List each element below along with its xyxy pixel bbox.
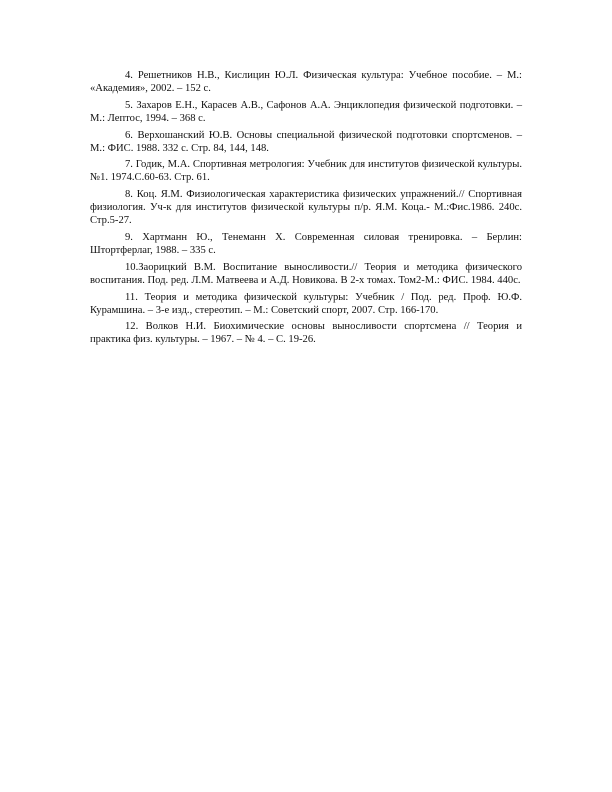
reference-item-4: 4. Решетников Н.В., Кислицин Ю.Л. Физическая культура: Учебное пособие. – М.: «Академия», 2002. – 152 с.	[90, 70, 522, 94]
reference-item-12: 12. Волков Н.И. Биохимические основы выносливости спортсмена // Теория и практика физ. культуры. – 1967. – № 4. – С. 19-26.	[90, 321, 522, 346]
reference-item-8: 8. Коц. Я.М. Физиологическая характеристика физических упражнений.// Спортивная физиология. Уч-к для институтов физической культуры п/р. Я.М. Коца.- М.:Фис.1986. 240с. Стр.5-27.	[90, 189, 522, 227]
reference-item-6: 6. Верхошанский Ю.В. Основы специальной физической подготовки спортсменов. – М.: ФИС. 1988. 332 с. Стр. 84, 144, 148.	[90, 129, 522, 154]
reference-item-9: 9. Хартманн Ю., Тенеманн Х. Современная силовая тренировка. – Берлин: Штортферлаг, 1988. – 335 с.	[90, 231, 522, 256]
reference-item-5: 5. Захаров Е.Н., Карасев А.В., Сафонов А.А. Энциклопедия физической подготовки. – М.: Лептос, 1994. – 368 с.	[90, 99, 522, 124]
reference-item-7: 7. Годик, М.А. Спортивная метрология: Учебник для институтов физической культуры. №1. 1974.С.60-63. Стр. 61.	[90, 159, 522, 184]
reference-list	[90, 69, 522, 350]
reference-item-10: 10.Заорицкий В.М. Воспитание выносливости.// Теория и методика физического воспитания. Под. ред. Л.М. Матвеева и А.Д. Новикова. В 2-х томах. Том2-М.: ФИС. 1984. 440с.	[90, 261, 522, 286]
reference-item-11: 11. Теория и методика физической культуры: Учебник / Под. ред. Проф. Ю.Ф. Курамшина. – 3-е изд., стереотип. – М.: Советский спорт, 2007. Стр. 166-170.	[90, 291, 522, 316]
